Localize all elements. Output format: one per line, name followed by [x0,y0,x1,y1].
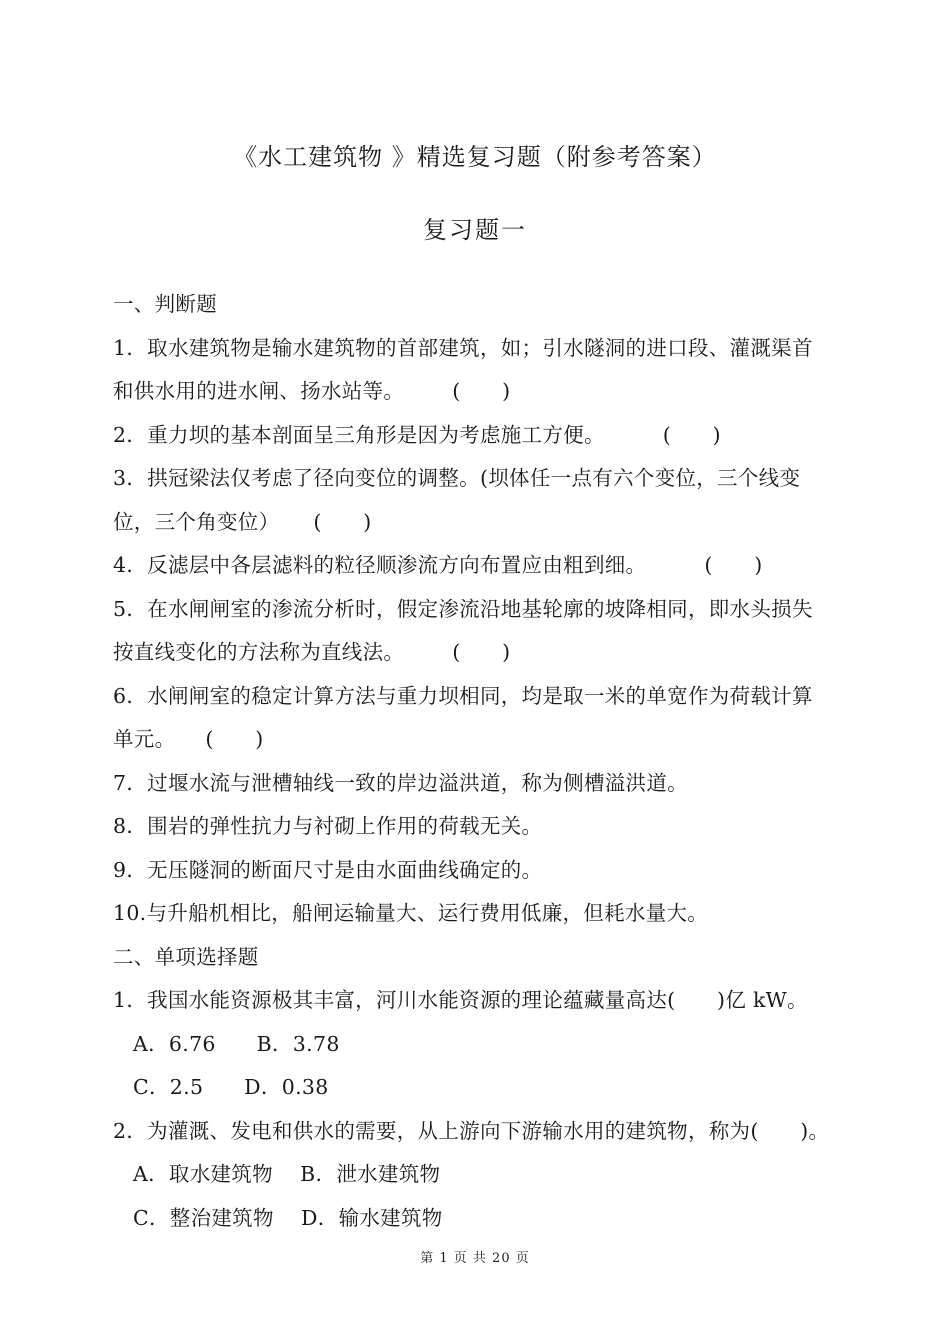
answer-blank: ( ) [452,640,511,664]
judgment-question-5 [113,588,873,675]
question-text-cont: 和供水用的进水闸、扬水站等。 [113,379,405,403]
question-text: 2．重力坝的基本剖面呈三角形是因为考虑施工方便。 [113,422,605,447]
question-text-cont: 按直线变化的方法称为直线法。 [113,640,405,664]
document-title: 《水工建筑物 》精选复习题（附参考答案） [233,143,717,171]
judgment-question-10: 10.与升船机相比，船闸运输量大、运行费用低廉，但耗水量大。 [113,901,709,925]
options-row-2: C．2.5 D．0.38 [133,1075,329,1099]
judgment-question-2 [113,414,873,458]
judgment-question-3 [113,457,873,544]
question-text: 5．在水闸闸室的渗流分析时，假定渗流沿地基轮廓的坡降相同，即水头损失 [113,596,813,621]
question-text-cont: 单元。 [113,727,176,751]
options-row-1: A．取水建筑物 B．泄水建筑物 [133,1162,441,1186]
options-row-1: A．6.76 B．3.78 [133,1031,340,1056]
question-text: 4．反滤层中各层滤料的粒径顺渗流方向布置应由粗到细。 [113,553,647,577]
question-text: 1．取水建筑物是输水建筑物的首部建筑，如；引水隧洞的进口段、灌溉渠首 [113,335,813,360]
answer-blank: ( ) [704,553,763,577]
judgment-question-6 [113,675,873,762]
answer-blank: ( ) [662,422,721,447]
page-footer: 第 1 页 共 20 页 [420,1251,530,1266]
judgment-question-9: 9．无压隧洞的断面尺寸是由水面曲线确定的。 [113,857,543,882]
section-heading-judgment: 一、判断题 [113,292,217,316]
judgment-question-7: 7．过堰水流与泄槽轴线一致的岸边溢洪道，称为侧槽溢洪道。 [113,770,688,795]
judgment-question-8: 8．围岩的弹性抗力与衬砌上作用的荷载无关。 [113,814,543,838]
section-subtitle: 复习题一 [423,216,527,244]
choice-question-1 [113,979,873,1110]
answer-blank: ( ) [205,727,264,751]
judgment-question-1 [113,327,873,414]
judgment-question-4 [113,544,873,588]
question-text: 6．水闸闸室的稳定计算方法与重力坝相同，均是取一米的单宽作为荷载计算 [113,683,813,708]
options-row-2: C．整治建筑物 D．输水建筑物 [133,1205,443,1230]
question-stem: 2．为灌溉、发电和供水的需要，从上游向下游输水用的建筑物，称为( )。 [113,1118,830,1143]
question-stem: 1．我国水能资源极其丰富，河川水能资源的理论蕴藏量高达( )亿 kW。 [113,988,808,1012]
question-text: 3．拱冠梁法仅考虑了径向变位的调整。(坝体任一点有六个变位，三个线变 [113,466,801,490]
section-heading-choice: 二、单项选择题 [113,944,259,969]
answer-blank: ( ) [452,379,511,403]
choice-question-2 [113,1110,873,1241]
document-body [113,283,873,1240]
question-text-cont: 位，三个角变位） [113,509,280,534]
answer-blank: ( ) [313,509,372,534]
